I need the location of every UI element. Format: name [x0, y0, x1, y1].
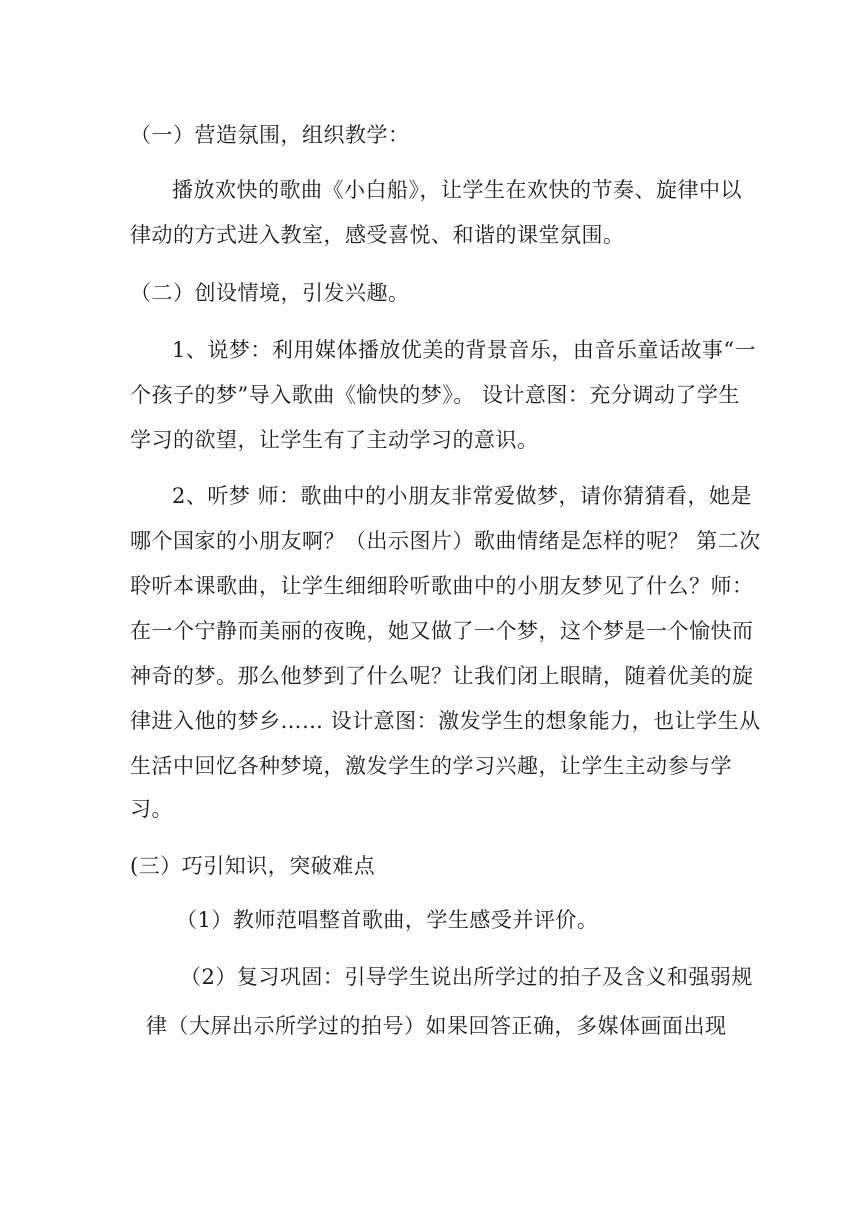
paragraph-2-line-3: 学习的欲望，让学生有了主动学习的意识。: [130, 428, 539, 452]
paragraph-5-line-1: （2）复习巩固：引导学生说出所学过的拍子及含义和强弱规: [180, 965, 753, 989]
paragraph-5-line-2: 律（大屏出示所学过的拍号）如果回答正确，多媒体画面出现: [146, 1014, 727, 1038]
paragraph-1-line-2: 律动的方式进入教室，感受喜悦、和谐的课堂氛围。: [130, 223, 625, 247]
section-heading-3: (三）巧引知识，突破难点: [130, 854, 376, 878]
paragraph-2-line-2: 个孩子的梦”导入歌曲《愉快的梦》。 设计意图：充分调动了学生: [130, 383, 740, 407]
paragraph-3-line-8: 习。: [130, 797, 173, 821]
paragraph-3-line-6: 律进入他的梦乡…… 设计意图：激发学生的想象能力，也让学生从: [130, 709, 761, 733]
paragraph-2-line-1: 1、说梦：利用媒体播放优美的背景音乐，由音乐童话故事“一: [172, 338, 757, 362]
section-heading-1: （一）营造氛围，组织教学：: [130, 123, 410, 147]
paragraph-3-line-7: 生活中回忆各种梦境，激发学生的学习兴趣，让学生主动参与学: [130, 754, 732, 778]
paragraph-3-line-5: 神奇的梦。那么他梦到了什么呢？让我们闭上眼睛，随着优美的旋: [130, 664, 754, 688]
paragraph-3-line-2: 哪个国家的小朋友啊？（出示图片）歌曲情绪是怎样的呢？ 第二次: [130, 529, 761, 553]
paragraph-3-line-3: 聆听本课歌曲，让学生细细聆听歌曲中的小朋友梦见了什么？师：: [130, 574, 754, 598]
paragraph-3-line-1: 2、听梦 师：歌曲中的小朋友非常爱做梦，请你猜猜看，她是: [172, 484, 753, 508]
paragraph-3-line-4: 在一个宁静而美丽的夜晚，她又做了一个梦，这个梦是一个愉快而: [130, 619, 754, 643]
section-heading-2: （二）创设情境，引发兴趣。: [130, 281, 410, 305]
paragraph-4-line-1: （1）教师范唱整首歌曲，学生感受并评价。: [176, 908, 599, 932]
paragraph-1-line-1: 播放欢快的歌曲《小白船》，让学生在欢快的节奏、旋律中以: [172, 178, 742, 202]
